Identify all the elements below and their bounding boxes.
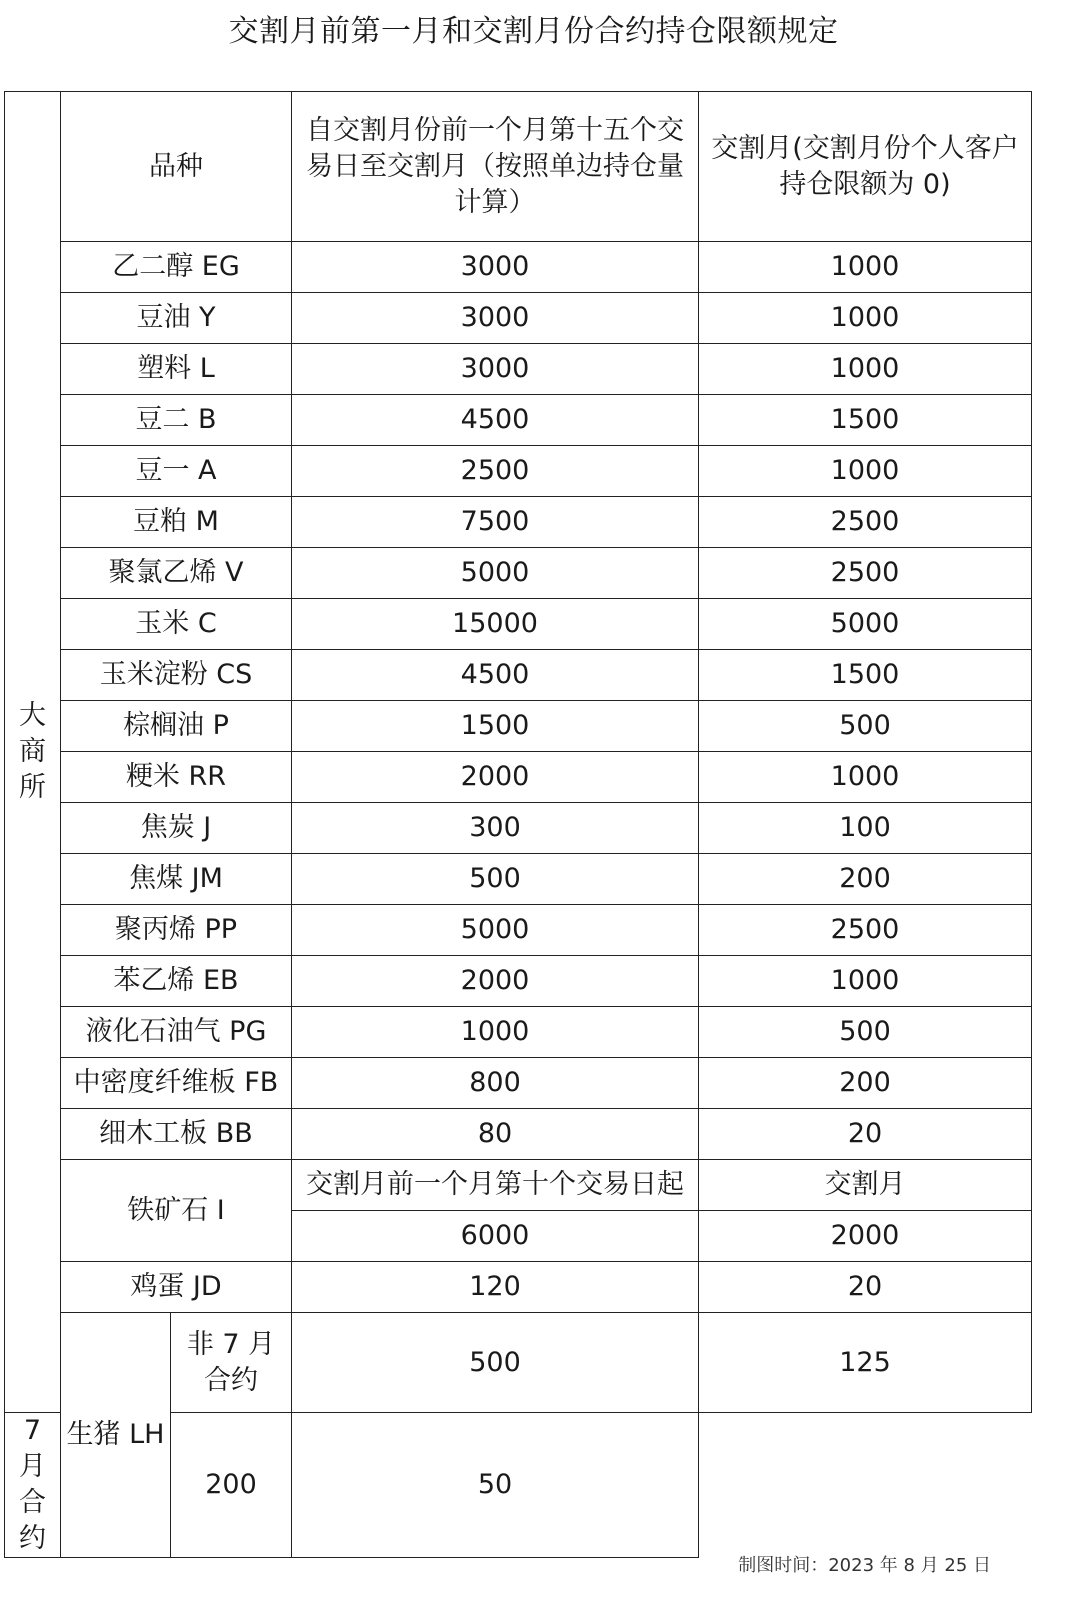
pre-delivery-limit: 6000	[292, 1211, 699, 1262]
variety-cell-hog: 生猪 LH	[61, 1313, 171, 1558]
variety-cell: 棕榈油 P	[61, 701, 292, 752]
table-row	[5, 599, 1032, 650]
table-row	[5, 956, 1032, 1007]
header-pre-delivery-month: 自交割月份前一个月第十五个交易日至交割月（按照单边持仓量计算）	[292, 92, 699, 242]
variety-cell: 细木工板 BB	[61, 1109, 292, 1160]
position-limit-table	[4, 91, 1032, 1558]
pre-delivery-limit: 500	[292, 1313, 699, 1413]
table-row	[5, 752, 1032, 803]
pre-delivery-limit: 4500	[292, 395, 699, 446]
delivery-limit: 1000	[699, 956, 1032, 1007]
pre-delivery-limit: 120	[292, 1262, 699, 1313]
pre-delivery-limit: 1000	[292, 1007, 699, 1058]
variety-cell: 液化石油气 PG	[61, 1007, 292, 1058]
hog-contract-label: 7 月合约	[5, 1413, 61, 1558]
table-row	[5, 344, 1032, 395]
delivery-limit: 20	[699, 1109, 1032, 1160]
delivery-limit: 2500	[699, 905, 1032, 956]
delivery-limit: 20	[699, 1262, 1032, 1313]
pre-delivery-limit: 80	[292, 1109, 699, 1160]
exchange-cell	[5, 92, 61, 1413]
pre-delivery-limit: 3000	[292, 242, 699, 293]
table-row	[5, 701, 1032, 752]
table-row	[5, 1058, 1032, 1109]
table-row	[5, 1007, 1032, 1058]
iron-ore-delivery-label: 交割月	[699, 1160, 1032, 1211]
delivery-limit: 1000	[699, 752, 1032, 803]
variety-cell: 聚丙烯 PP	[61, 905, 292, 956]
variety-cell: 豆一 A	[61, 446, 292, 497]
chart-date: 制图时间：2023 年 8 月 25 日	[738, 1555, 991, 1576]
hog-row	[5, 1313, 1032, 1413]
table-title: 交割月前第一月和交割月份合约持仓限额规定	[228, 14, 839, 49]
delivery-limit: 100	[699, 803, 1032, 854]
egg-row	[5, 1262, 1032, 1313]
variety-cell: 乙二醇 EG	[61, 242, 292, 293]
variety-cell: 豆粕 M	[61, 497, 292, 548]
exchange-name: 大 商 所	[19, 700, 46, 803]
delivery-limit: 5000	[699, 599, 1032, 650]
table-row	[5, 242, 1032, 293]
pre-delivery-limit: 5000	[292, 548, 699, 599]
pre-delivery-limit: 5000	[292, 905, 699, 956]
pre-delivery-limit: 2500	[292, 446, 699, 497]
delivery-limit: 200	[699, 1058, 1032, 1109]
pre-delivery-limit: 800	[292, 1058, 699, 1109]
delivery-limit: 1500	[699, 395, 1032, 446]
delivery-limit: 2500	[699, 548, 1032, 599]
delivery-limit: 1000	[699, 242, 1032, 293]
variety-cell: 苯乙烯 EB	[61, 956, 292, 1007]
variety-cell: 豆油 Y	[61, 293, 292, 344]
variety-cell: 塑料 L	[61, 344, 292, 395]
table-row	[5, 548, 1032, 599]
pre-delivery-limit: 2000	[292, 956, 699, 1007]
iron-ore-pre-label: 交割月前一个月第十个交易日起	[292, 1160, 699, 1211]
header-delivery-month: 交割月(交割月份个人客户持仓限额为 0)	[699, 92, 1032, 242]
iron-ore-row	[5, 1160, 1032, 1211]
pre-delivery-limit: 3000	[292, 344, 699, 395]
table-row	[5, 1109, 1032, 1160]
pre-delivery-limit: 7500	[292, 497, 699, 548]
pre-delivery-limit: 2000	[292, 752, 699, 803]
table-row	[5, 395, 1032, 446]
variety-cell-iron-ore: 铁矿石 I	[61, 1160, 292, 1262]
variety-cell: 粳米 RR	[61, 752, 292, 803]
delivery-limit: 200	[699, 854, 1032, 905]
table-row	[5, 446, 1032, 497]
variety-cell: 玉米 C	[61, 599, 292, 650]
variety-cell-egg: 鸡蛋 JD	[61, 1262, 292, 1313]
pre-delivery-limit: 3000	[292, 293, 699, 344]
delivery-limit: 1000	[699, 293, 1032, 344]
delivery-limit: 500	[699, 701, 1032, 752]
table-row	[5, 650, 1032, 701]
table-row	[5, 905, 1032, 956]
variety-cell: 豆二 B	[61, 395, 292, 446]
header-variety: 品种	[61, 92, 292, 242]
pre-delivery-limit: 500	[292, 854, 699, 905]
variety-cell: 玉米淀粉 CS	[61, 650, 292, 701]
pre-delivery-limit: 300	[292, 803, 699, 854]
pre-delivery-limit: 15000	[292, 599, 699, 650]
delivery-limit: 1000	[699, 344, 1032, 395]
header-row	[5, 92, 1032, 242]
delivery-limit: 1000	[699, 446, 1032, 497]
delivery-limit: 1500	[699, 650, 1032, 701]
variety-cell: 中密度纤维板 FB	[61, 1058, 292, 1109]
delivery-limit: 500	[699, 1007, 1032, 1058]
delivery-limit: 2000	[699, 1211, 1032, 1262]
hog-contract-label: 非 7 月合约	[171, 1313, 292, 1413]
pre-delivery-limit: 1500	[292, 701, 699, 752]
delivery-limit: 2500	[699, 497, 1032, 548]
variety-cell: 聚氯乙烯 V	[61, 548, 292, 599]
variety-cell: 焦煤 JM	[61, 854, 292, 905]
table-row	[5, 497, 1032, 548]
delivery-limit: 125	[699, 1313, 1032, 1413]
delivery-limit: 50	[292, 1413, 699, 1558]
table-row	[5, 803, 1032, 854]
pre-delivery-limit: 4500	[292, 650, 699, 701]
table-row	[5, 854, 1032, 905]
variety-cell: 焦炭 J	[61, 803, 292, 854]
pre-delivery-limit: 200	[171, 1413, 292, 1558]
table-row	[5, 293, 1032, 344]
